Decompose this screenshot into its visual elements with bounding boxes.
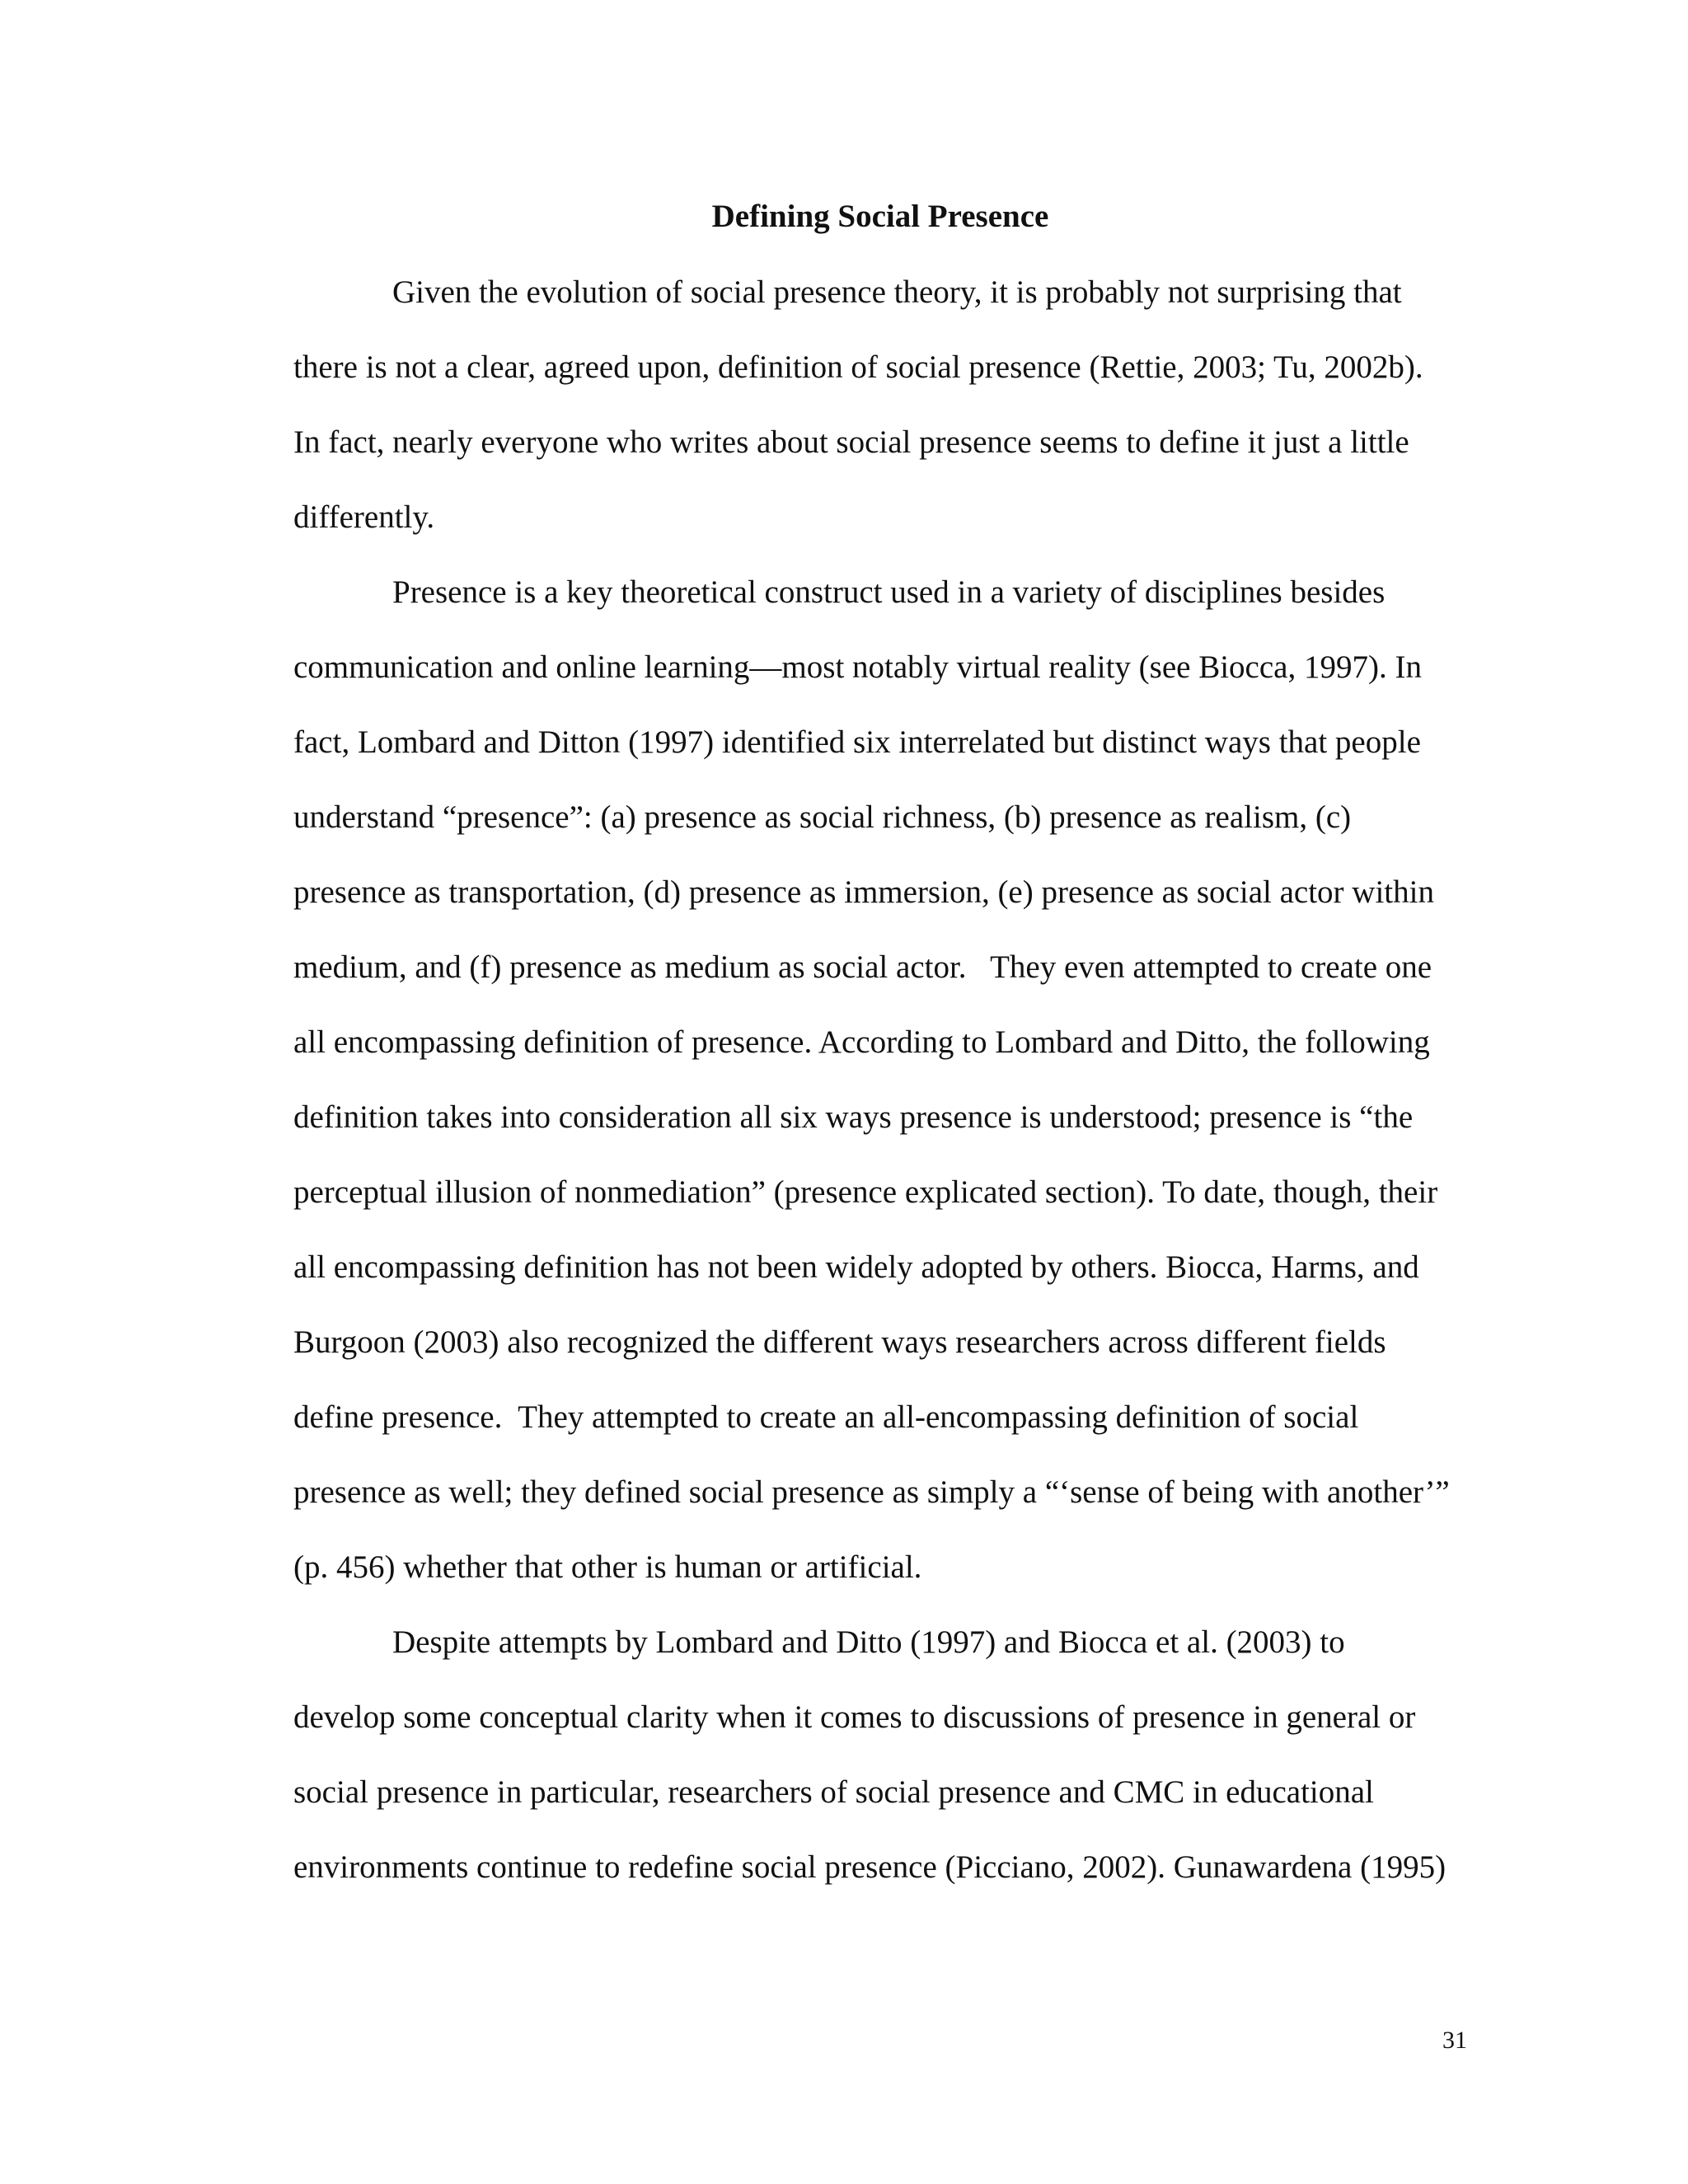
text-line: perceptual illusion of nonmediation” (presence explicated section). To date, though, their	[293, 1174, 1438, 1210]
text-line: presence as transportation, (d) presence as immersion, (e) presence as social actor within	[293, 874, 1434, 910]
text-line: Burgoon (2003) also recognized the different ways researchers across different fields	[293, 1324, 1386, 1360]
text-line: social presence in particular, researchers of social presence and CMC in educational	[293, 1774, 1374, 1810]
text-line: there is not a clear, agreed upon, definition of social presence (Rettie, 2003; Tu, 2002b).	[293, 349, 1423, 385]
text-line: differently.	[293, 499, 435, 535]
text-line: understand “presence”: (a) presence as social richness, (b) presence as realism, (c)	[293, 799, 1352, 835]
section-heading: Defining Social Presence	[711, 199, 1049, 234]
text-line: environments continue to redefine social presence (Picciano, 2002). Gunawardena (1995)	[293, 1849, 1447, 1885]
text-line: fact, Lombard and Ditton (1997) identified six interrelated but distinct ways that people	[293, 724, 1421, 760]
text-line: all encompassing definition of presence. According to Lombard and Ditto, the following	[293, 1024, 1430, 1060]
text-line: presence as well; they defined social presence as simply a “‘sense of being with another’”	[293, 1474, 1450, 1510]
text-line: Despite attempts by Lombard and Ditto (1997) and Biocca et al. (2003) to	[392, 1624, 1345, 1660]
text-line: develop some conceptual clarity when it comes to discussions of presence in general or	[293, 1699, 1416, 1735]
text-line: define presence. They attempted to create an all-encompassing definition of social	[293, 1399, 1359, 1435]
text-line: Given the evolution of social presence theory, it is probably not surprising that	[392, 274, 1402, 310]
page-number: 31	[1442, 2027, 1467, 2054]
text-line: Presence is a key theoretical construct used in a variety of disciplines besides	[392, 574, 1386, 610]
text-line: definition takes into consideration all six ways presence is understood; presence is “the	[293, 1099, 1414, 1135]
text-line: medium, and (f) presence as medium as social actor. They even attempted to create one	[293, 949, 1432, 985]
text-line: communication and online learning—most notably virtual reality (see Biocca, 1997). In	[293, 649, 1422, 685]
text-line: (p. 456) whether that other is human or artificial.	[293, 1549, 922, 1585]
text-line: all encompassing definition has not been widely adopted by others. Biocca, Harms, and	[293, 1249, 1419, 1285]
text-line: In fact, nearly everyone who writes about social presence seems to define it just a little	[293, 424, 1409, 460]
